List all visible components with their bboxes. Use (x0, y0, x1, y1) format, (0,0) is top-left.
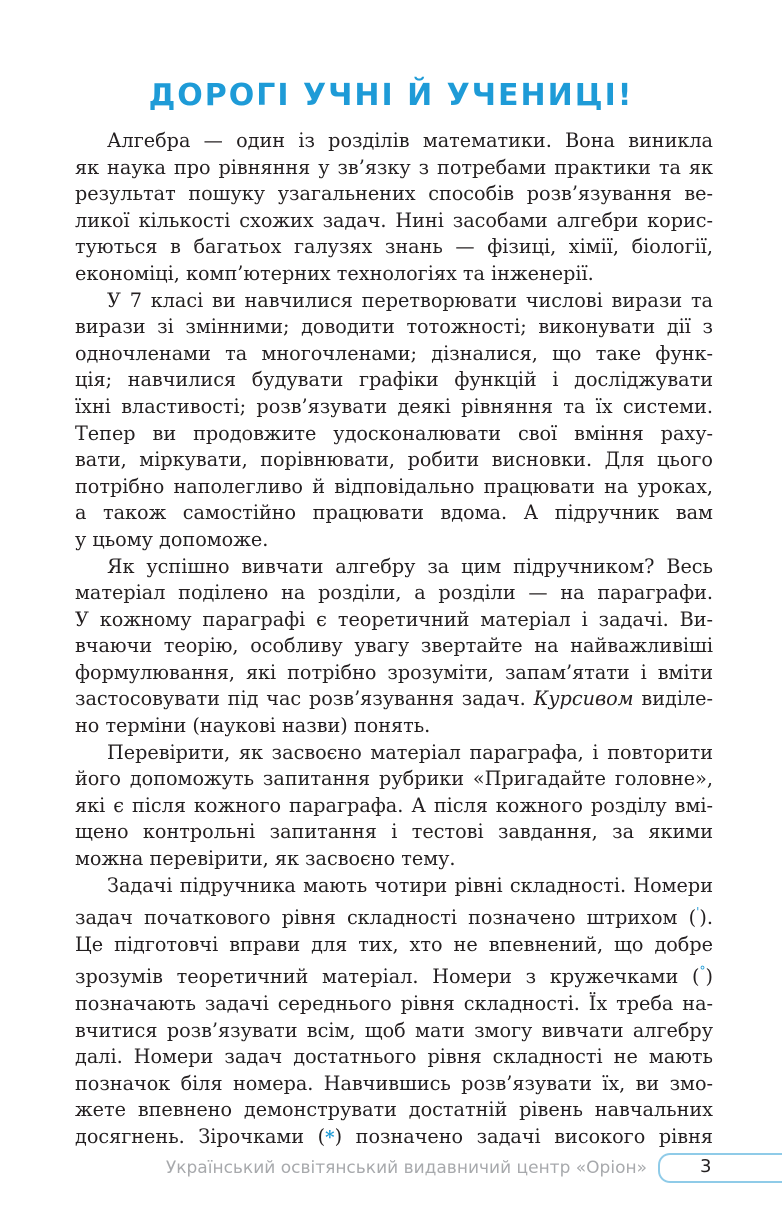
text-line (75, 686, 713, 713)
text-line: вчитися розв’язувати всім, щоб мати змогу вивчати алгебру (75, 1018, 713, 1042)
text-line: у цьому допоможе. (75, 527, 269, 551)
text-line: вати, міркувати, порівнювати, робити висновки. Для цього (75, 448, 713, 472)
page-number-tab (658, 1153, 782, 1183)
text-line: одночленами та многочленами; дізналися, що таке функ- (75, 341, 713, 365)
paragraph (75, 873, 713, 1152)
text-line: матеріал поділено на розділи, а розділи — на параграфи. (75, 581, 713, 605)
text-line: Алгебра — один із розділів математики. Вона виникла (107, 129, 713, 152)
text-line: туються в багатьох галузях знань — фізиці, хімії, біології, (75, 235, 713, 259)
text-line: ликої кількості схожих задач. Нині засобами алгебри корис- (75, 208, 713, 232)
text-line: Тепер ви продовжите удосконалювати свої вміння раху- (75, 421, 713, 445)
publisher-footer: Український освітянський видавничий центр «Оріон» (165, 1158, 647, 1178)
text-line: результат пошуку узагальнених способів розв’язування ве- (75, 182, 713, 206)
text-line (75, 958, 713, 991)
text-line: У кожному параграфі є теоретичний матеріал і задачі. Ви- (75, 607, 713, 631)
text-line: вчаючи теорію, особливу увагу звертайте на найважливіші (75, 634, 713, 658)
body-text (75, 128, 713, 1152)
text-line: можна перевірити, як засвоєно тему. (75, 847, 456, 871)
text-line: а також самостійно працювати вдома. А підручник вам (75, 501, 713, 525)
italic-term: Курсивом (533, 687, 634, 711)
text-segment: зрозумів теоретичний матеріал. Номери з кружечками ( (75, 965, 700, 989)
text-segment: задач початкового рівня складності позначено штрихом ( (75, 906, 697, 930)
text-line: Задачі підручника мають чотири рівні складності. Номери (107, 873, 713, 897)
text-line: формулювання, які потрібно зрозуміти, запам’ятати і вміти (75, 660, 713, 684)
text-line: ція; навчилися будувати графіки функцій і досліджувати (75, 368, 713, 392)
text-line: економіці, комп’ютерних технологіях та інженерії. (75, 261, 594, 285)
text-line: У 7 класі ви навчилися перетворювати числові вирази та (107, 288, 713, 312)
text-line: позначають задачі середнього рівня складності. Їх треба на- (75, 992, 713, 1015)
text-line: його допоможуть запитання рубрики «Пригадайте головне», (75, 767, 713, 791)
text-line: Як успішно вивчати алгебру за цим підручником? Весь (107, 554, 713, 578)
star-mark-icon: * (325, 1126, 335, 1148)
page-title: ДОРОГІ УЧНІ Й УЧЕНИЦІ! (148, 78, 634, 113)
circle-mark-icon: ° (699, 964, 706, 979)
text-line: Перевірити, як засвоєно матеріал параграфа, і повторити (107, 740, 713, 764)
text-line: вирази зі змінними; доводити тотожності; виконувати дії з (75, 315, 713, 339)
text-line (75, 1124, 713, 1152)
text-line: Це підготовчі вправи для тих, хто не впевнений, що добре (75, 932, 713, 956)
stroke-mark-icon: ' (696, 905, 700, 920)
text-line: як наука про рівняння у зв’язку з потребами практики та як (75, 155, 713, 179)
text-line: позначок біля номера. Навчившись розв’язувати їх, ви змо- (75, 1071, 713, 1095)
paragraph (75, 128, 713, 288)
text-segment: виділе- (641, 687, 713, 711)
text-line (75, 899, 713, 932)
text-line: щено контрольні запитання і тестові завдання, за якими (75, 820, 713, 844)
text-segment: ) позначено задачі високого рівня (334, 1124, 713, 1148)
text-line: жете впевнено демонструвати достатній рівень навчальних (75, 1098, 713, 1122)
paragraph (75, 288, 713, 554)
text-segment: застосовувати під час розв’язування задач. (75, 687, 526, 711)
text-line: потрібно наполегливо й відповідально працювати на уроках, (75, 474, 713, 498)
text-line: далі. Номери задач достатнього рівня складності не мають (75, 1045, 713, 1069)
text-segment: ). (699, 906, 713, 930)
page-number: 3 (700, 1156, 712, 1177)
text-line: які є після кожного параграфа. А після кожного розділу вмі- (75, 793, 713, 817)
paragraph (75, 554, 713, 740)
text-segment: досягнень. Зірочками ( (75, 1124, 326, 1148)
text-segment: ) (705, 965, 713, 989)
paragraph (75, 740, 713, 873)
text-line: їхні властивості; розв’язувати деякі рівняння та їх системи. (75, 394, 713, 418)
text-line: но терміни (наукові назви) понять. (75, 714, 431, 738)
